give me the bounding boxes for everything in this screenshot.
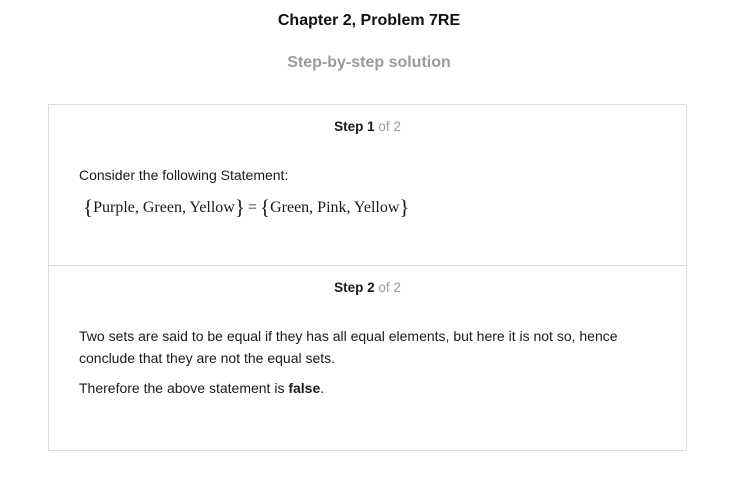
step-2-section xyxy=(49,266,686,450)
step-2-number: 2 xyxy=(367,280,375,295)
step-2-header xyxy=(49,280,686,295)
step-2-explanation-text: Two sets are said to be equal if they has all equal elements, but here it is not so, hence conclude that they are not the equal sets. xyxy=(79,328,618,366)
step-1-section xyxy=(49,105,686,266)
step-2-of: of xyxy=(378,280,390,295)
step-2-word: Step xyxy=(334,280,364,295)
page-title: Chapter 2, Problem 7RE xyxy=(277,12,461,29)
right-set-open-brace: { xyxy=(259,195,271,219)
right-set-elements: Green, Pink, Yellow xyxy=(270,199,400,216)
step-1-set-equation xyxy=(83,193,410,218)
left-set-close-brace: } xyxy=(234,195,245,219)
left-set-elements: Purple, Green, Yellow xyxy=(93,199,235,216)
step-2-total: 2 xyxy=(393,280,401,295)
step-2-conclusion-text xyxy=(79,377,649,399)
step-1-total: 2 xyxy=(393,119,401,134)
step-1-intro-text: Consider the following Statement: xyxy=(79,167,289,183)
right-set-close-brace: } xyxy=(399,195,410,219)
solution-steps-panel xyxy=(48,104,687,451)
step-1-word: Step xyxy=(334,119,364,134)
equals-sign: = xyxy=(247,199,257,216)
page-subtitle: Step-by-step solution xyxy=(287,54,451,71)
conclusion-suffix: . xyxy=(320,380,325,396)
step-1-of: of xyxy=(378,119,390,134)
conclusion-answer: false xyxy=(288,380,321,396)
step-1-header xyxy=(49,119,686,134)
left-set-open-brace: { xyxy=(83,195,94,219)
step-1-number: 1 xyxy=(367,119,375,134)
conclusion-prefix: Therefore the above statement is xyxy=(79,380,289,396)
